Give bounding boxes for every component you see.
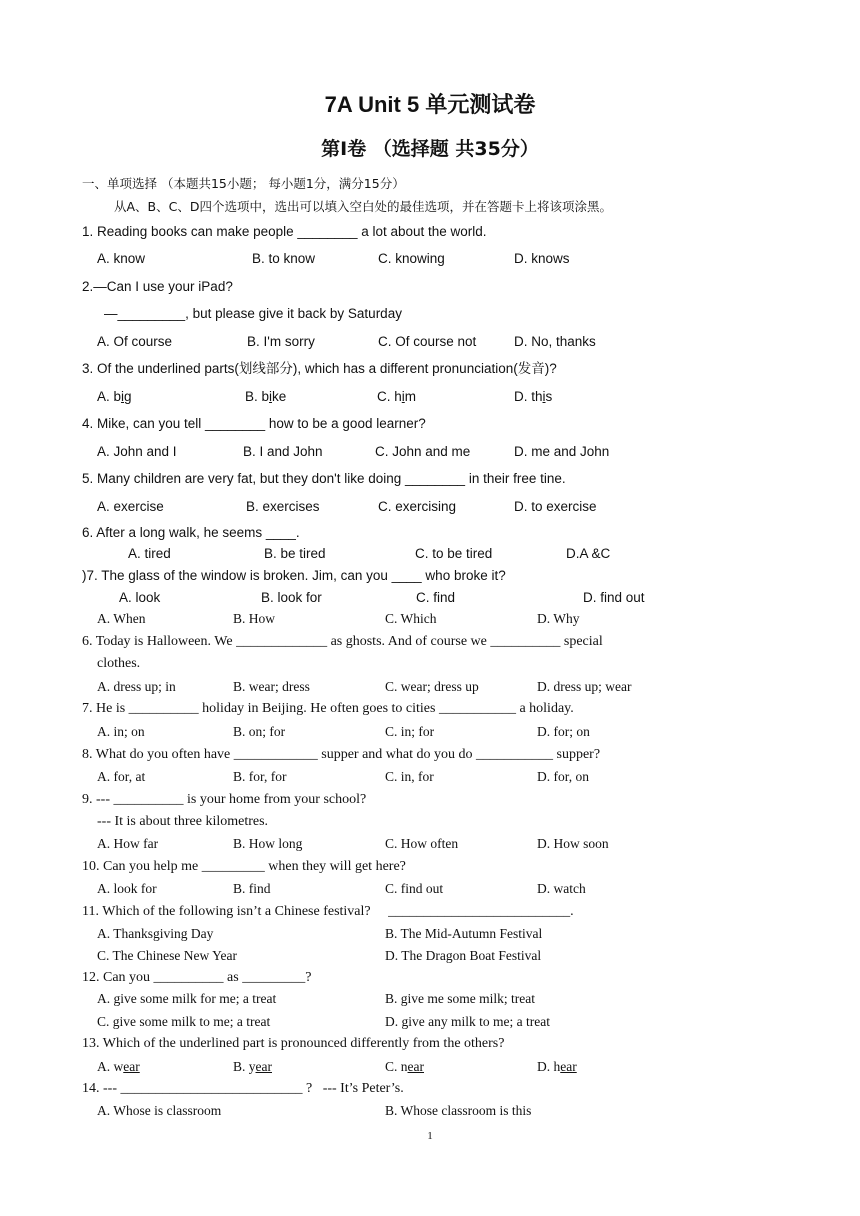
q5-option-b: B. exercises <box>246 499 320 514</box>
q8-option-b: B. for, for <box>233 769 287 784</box>
q13-option-d: D. hear <box>537 1059 577 1074</box>
q7a-option-b: B. look for <box>261 590 322 605</box>
question-14: 14. --- __________________________ ? --- It’s Peter’s. <box>82 1081 404 1096</box>
q5-option-d: D. to exercise <box>514 499 597 514</box>
q6b-option-c: C. wear; dress up <box>385 679 479 694</box>
question-10: 10. Can you help me _________ when they will get here? <box>82 859 406 874</box>
q8-option-c: C. in, for <box>385 769 434 784</box>
question-6b-line-1: 6. Today is Halloween. We _____________ as ghosts. And of course we __________ special <box>82 634 603 649</box>
q12-option-d: D. give any milk to me; a treat <box>385 1014 550 1029</box>
q6a-option-b: B. be tired <box>264 546 326 561</box>
q2-option-b: B. I'm sorry <box>247 334 315 349</box>
question-2-line-2: —_________, but please give it back by Saturday <box>104 306 402 321</box>
q13-option-b: B. year <box>233 1059 272 1074</box>
page-number: 1 <box>427 1130 433 1142</box>
q12-option-c: C. give some milk to me; a treat <box>97 1014 271 1029</box>
q9-option-d: D. How soon <box>537 836 609 851</box>
q7b-option-d: D. for; on <box>537 724 590 739</box>
question-13: 13. Which of the underlined part is pronounced differently from the others? <box>82 1036 505 1051</box>
q9-option-b: B. How long <box>233 836 303 851</box>
question-7b: 7. He is __________ holiday in Beijing. He often goes to cities ___________ a holiday. <box>82 701 574 716</box>
q11-option-d: D. The Dragon Boat Festival <box>385 948 542 963</box>
exam-title: 7A Unit 5 单元测试卷 <box>324 92 536 117</box>
q4-option-b: B. I and John <box>243 444 323 459</box>
question-9-line-1: 9. --- __________ is your home from your school? <box>82 792 367 807</box>
q2-option-c: C. Of course not <box>378 334 477 349</box>
question-1: 1. Reading books can make people ________ a lot about the world. <box>82 224 487 239</box>
q10-option-c: C. find out <box>385 881 444 896</box>
exam-subtitle: 第Ⅰ卷 （选择题 共35分） <box>321 138 539 160</box>
q5-option-c: C. exercising <box>378 499 457 514</box>
q10-option-a: A. look for <box>97 881 157 896</box>
question-6b-line-2: clothes. <box>97 656 141 671</box>
q1-option-d: D. knows <box>514 251 570 266</box>
q7b-option-a: A. in; on <box>97 724 145 739</box>
instruction: 从A、B、C、D四个选项中，选出可以填入空白处的最佳选项，并在答题卡上将该项涂黑。 <box>114 199 612 214</box>
q11-option-a: A. Thanksgiving Day <box>97 926 214 941</box>
q3-option-d: D. this <box>514 389 553 404</box>
q7a-option2-d: D. Why <box>537 611 580 626</box>
q11-option-b: B. The Mid-Autumn Festival <box>385 926 543 941</box>
q3-option-c: C. him <box>377 389 417 404</box>
question-3: 3. Of the underlined parts(划线部分), which has a different pronunciation(发音)? <box>82 361 557 376</box>
question-12: 12. Can you __________ as _________? <box>82 970 312 985</box>
q3-option-b: B. bike <box>245 389 287 404</box>
q12-option-a: A. give some milk for me; a treat <box>97 991 277 1006</box>
q1-option-b: B. to know <box>252 251 316 266</box>
q14-option-b: B. Whose classroom is this <box>385 1103 532 1118</box>
q3-option-a: A. big <box>97 389 132 404</box>
question-11: 11. Which of the following isn’t a Chinese festival? __________________________. <box>82 904 574 919</box>
q7b-option-c: C. in; for <box>385 724 435 739</box>
q5-option-a: A. exercise <box>97 499 164 514</box>
q7a-option-a: A. look <box>119 590 161 605</box>
question-4: 4. Mike, can you tell ________ how to be a good learner? <box>82 416 426 431</box>
q7a-option2-c: C. Which <box>385 611 437 626</box>
q7a-option-c: C. find <box>416 590 456 605</box>
q11-option-c: C. The Chinese New Year <box>97 948 237 963</box>
q13-option-a: A. wear <box>97 1059 140 1074</box>
q6b-option-a: A. dress up; in <box>97 679 176 694</box>
q1-option-a: A. know <box>97 251 146 266</box>
question-7a: )7. The glass of the window is broken. Jim, can you ____ who broke it? <box>82 568 506 583</box>
q8-option-d: D. for, on <box>537 769 589 784</box>
question-5: 5. Many children are very fat, but they don't like doing ________ in their free tine. <box>82 471 566 486</box>
q8-option-a: A. for, at <box>97 769 146 784</box>
q7a-option2-a: A. When <box>97 611 146 626</box>
q13-option-c: C. near <box>385 1059 424 1074</box>
q6a-option-a: A. tired <box>128 546 171 561</box>
question-6a: 6. After a long walk, he seems ____. <box>82 525 300 540</box>
q9-option-a: A. How far <box>97 836 159 851</box>
question-9-line-2: --- It is about three kilometres. <box>97 814 269 829</box>
q7a-option2-b: B. How <box>233 611 276 626</box>
q7b-option-b: B. on; for <box>233 724 286 739</box>
q4-option-a: A. John and I <box>97 444 177 459</box>
q6b-option-d: D. dress up; wear <box>537 679 632 694</box>
q14-option-a: A. Whose is classroom <box>97 1103 222 1118</box>
q6a-option-d: D.A &C <box>566 546 611 561</box>
q4-option-c: C. John and me <box>375 444 471 459</box>
q2-option-d: D. No, thanks <box>514 334 596 349</box>
q9-option-c: C. How often <box>385 836 459 851</box>
q12-option-b: B. give me some milk; treat <box>385 991 535 1006</box>
question-2-line-1: 2.—Can I use your iPad? <box>82 279 233 294</box>
q7a-option-d: D. find out <box>583 590 645 605</box>
q10-option-d: D. watch <box>537 881 586 896</box>
q4-option-d: D. me and John <box>514 444 610 459</box>
section-heading: 一、单项选择 （本题共15小题； 每小题1分，满分15分） <box>82 176 405 191</box>
q1-option-c: C. knowing <box>378 251 445 266</box>
q2-option-a: A. Of course <box>97 334 173 349</box>
q6a-option-c: C. to be tired <box>415 546 493 561</box>
question-8: 8. What do you often have ____________ supper and what do you do ___________ supper? <box>82 747 601 762</box>
q10-option-b: B. find <box>233 881 271 896</box>
q6b-option-b: B. wear; dress <box>233 679 310 694</box>
